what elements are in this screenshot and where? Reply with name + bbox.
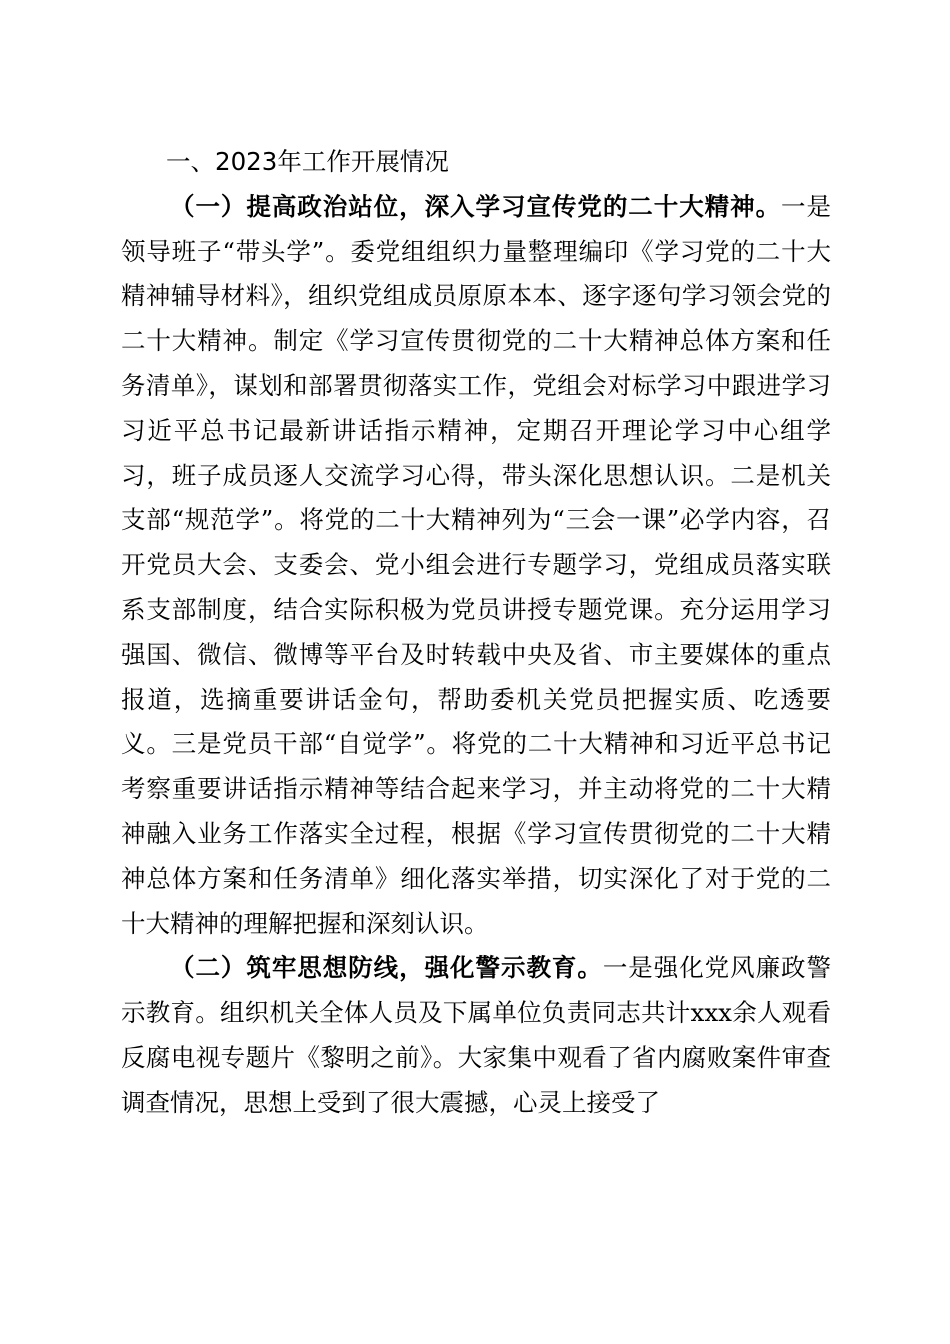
section-heading: 一、2023年工作开展情况 <box>166 147 449 176</box>
paragraph-2-text: 一是强化党风廉政警示教育。组织机关全体人员及下属单位负责同志共计xxx余人观看反腐电视专题片《黎明之前》。大家集中观看了省内腐败案件审查调查情况，思想上受到了很大震撼，心灵上接受了 <box>121 953 832 1117</box>
paragraph-1-subtitle: （一）提高政治站位，深入学习宣传党的二十大精神。 <box>170 191 782 221</box>
paragraph-2 <box>121 946 831 1125</box>
paragraph-1 <box>121 185 831 947</box>
paragraph-2-subtitle: （二）筑牢思想防线，强化警示教育。 <box>170 953 603 983</box>
document-body <box>121 140 831 1126</box>
paragraph-1-text: 一是领导班子“带头学”。委党组组织力量整理编印《学习党的二十大精神辅导材料》，组织党组成员原原本本、逐字逐句学习领会党的二十大精神。制定《学习宣传贯彻党的二十大精神总体方案和任务清单》，谋划和部署贯彻落实工作，党组会对标学习中跟进学习习近平总书记最新讲话指示精神，定期召开理论学习中心组学习，班子成员逐人交流学习心得，带头深化思想认识。二是机关支部“规范学”。将党的二十大精神列为“三会一课”必学内容，召开党员大会、支委会、党小组会进行专题学习，党组成员落实联系支部制度，结合实际积极为党员讲授专题党课。充分运用学习强国、微信、微博等平台及时转载中央及省、市主要媒体的重点报道，选摘重要讲话金句，帮助委机关党员把握实质、吃透要义。三是党员干部“自觉学”。将党的二十大精神和习近平总书记考察重要讲话指示精神等结合起来学习，并主动将党的二十大精神融入业务工作落实全过程，根据《学习宣传贯彻党的二十大精神总体方案和任务清单》细化落实举措，切实深化了对于党的二十大精神的理解把握和深刻认识。 <box>121 191 832 938</box>
